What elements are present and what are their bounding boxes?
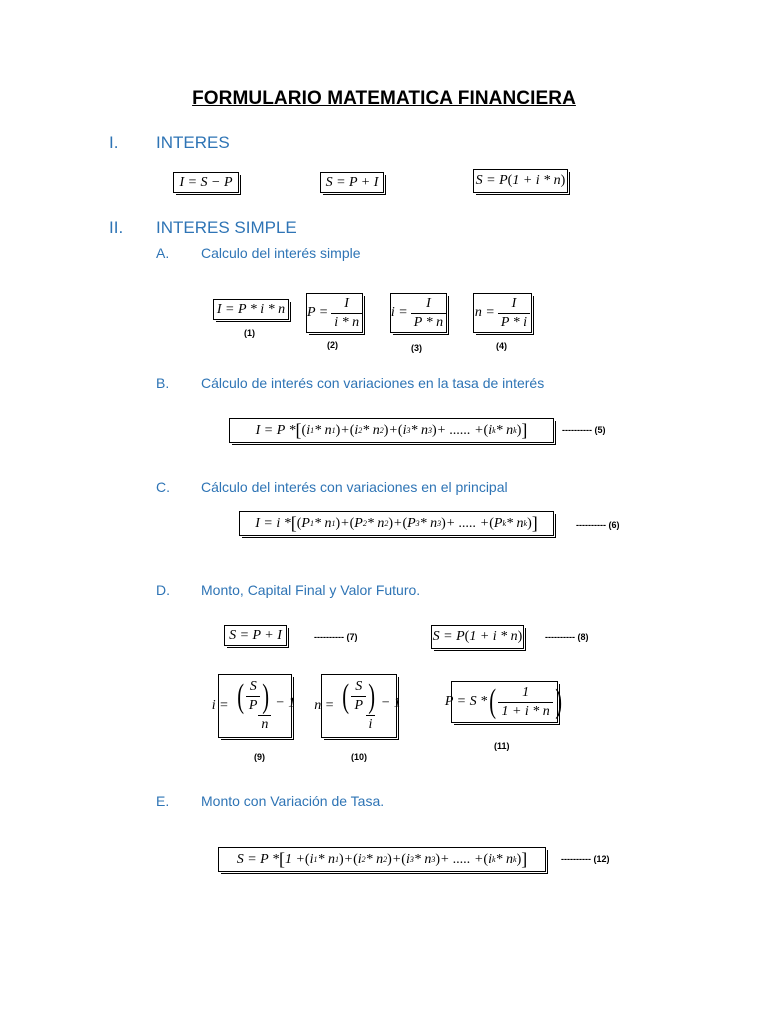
subsection-letter: C.	[156, 479, 170, 495]
subsection-letter: A.	[156, 245, 170, 261]
formula-number: (2)	[327, 340, 338, 350]
subsection-heading: Monto con Variación de Tasa.	[201, 793, 385, 809]
formula-future-value: S = P + I	[224, 625, 287, 646]
formula-periods-from-amount: n = ( $\frac{S}{P}$ ) − 1 i	[321, 674, 397, 738]
page-title: FORMULARIO MATEMATICA FINANCIERA	[192, 88, 576, 109]
section-number: II.	[109, 218, 124, 237]
formula-number: ---------- (5)	[562, 425, 606, 435]
formula-number: (11)	[494, 741, 510, 751]
subsection-heading: Cálculo del interés con variaciones en el principal	[201, 479, 508, 495]
formula-number: (3)	[411, 343, 422, 353]
formula-future-value-rate: S = P ( 1 + i * n )	[431, 625, 524, 649]
formula-number: ---------- (8)	[545, 632, 589, 642]
formula-number: (4)	[496, 341, 507, 351]
formula-rate: i = $\frac{I}{P * n}$	[390, 293, 447, 333]
subsection-letter: D.	[156, 582, 170, 598]
formula-number: (9)	[254, 752, 265, 762]
formula-simple-interest: I = P * i * n	[213, 299, 289, 320]
formula-amount-compound: S = P ( 1 + i * n )	[473, 169, 568, 193]
formula-variable-rate-interest: I = P * [ ( i 1 * n 1 ) + ( i 2 * n 2 ) + ( i 3 * n 3 ) + ...... + ( i k * n k ) ]	[229, 418, 554, 443]
formula-number: ---------- (6)	[576, 520, 620, 530]
formula-present-value: P = S * ( $\frac{1}{1 + i * n}$ )	[451, 681, 558, 723]
section-number: I.	[109, 133, 119, 152]
formula-periods: n = $\frac{I}{P * i}$	[473, 293, 532, 333]
section-heading: INTERES	[156, 133, 230, 152]
section-heading: INTERES SIMPLE	[156, 218, 297, 237]
formula-number: (10)	[351, 752, 368, 762]
formula-number: ---------- (12)	[561, 854, 610, 864]
subsection-letter: E.	[156, 793, 170, 809]
formula-variable-principal-interest: I = i * [ ( P 1 * n 1 ) + ( P 2 * n 2 ) + ( P 3 * n 3 ) + ..... + ( P k * n k ) ]	[239, 511, 554, 536]
subsection-heading: Monto, Capital Final y Valor Futuro.	[201, 582, 421, 598]
formula-principal: P = $\frac{I}{i * n}$	[306, 293, 363, 333]
subsection-letter: B.	[156, 375, 170, 391]
formula-number: ---------- (7)	[314, 632, 358, 642]
formula-number: (1)	[244, 328, 255, 338]
formula-rate-from-amount: i = ( $\frac{S}{P}$ ) − 1 n	[218, 674, 292, 738]
subsection-heading: Calculo del interés simple	[201, 245, 361, 261]
formula-amount: S = P + I	[320, 172, 384, 193]
formula-amount-variable-rate: S = P * [ 1 + ( i 1 * n 1 ) + ( i 2 * n 2 ) + ( i 3 * n 3 ) + ..... + ( i k * n k ) ]	[218, 847, 546, 872]
formula-interest: I = S − P	[173, 172, 239, 193]
subsection-heading: Cálculo de interés con variaciones en la tasa de interés	[201, 375, 545, 391]
